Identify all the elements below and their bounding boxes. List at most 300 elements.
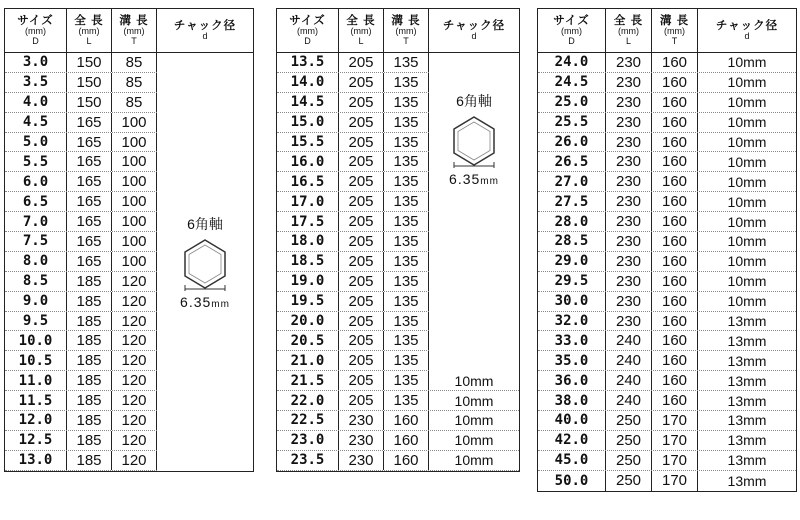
table-row <box>538 431 796 451</box>
header-unit: (mm) <box>123 26 145 37</box>
spec-table-3 <box>537 8 797 492</box>
chuck-cell: 10mm <box>727 114 767 131</box>
header-groove <box>112 9 157 52</box>
size-cell: 21.0 <box>277 351 339 370</box>
size-cell: 5.5 <box>5 152 67 171</box>
table-row <box>277 371 519 391</box>
groove-cell: 135 <box>384 232 429 251</box>
length-cell: 150 <box>67 53 112 72</box>
length-cell: 185 <box>67 411 112 430</box>
length-cell: 250 <box>606 431 652 450</box>
header-label: チャック径 <box>173 19 237 32</box>
header-label: チャック径 <box>715 19 779 32</box>
header-length <box>339 9 384 52</box>
header-symbol: T <box>671 35 678 46</box>
length-cell: 230 <box>606 292 652 311</box>
groove-cell: 160 <box>652 152 698 171</box>
groove-cell: 160 <box>652 53 698 72</box>
table-row <box>538 53 796 73</box>
size-cell: 50.0 <box>538 471 606 491</box>
chuck-cell: 10mm <box>727 253 767 270</box>
hex-shank-label: 6角軸 <box>187 215 223 232</box>
hex-dim-value: 6.35 <box>180 293 212 310</box>
length-cell: 230 <box>606 272 652 291</box>
chuck-cell: 10mm <box>454 452 494 469</box>
size-cell: 11.5 <box>5 391 67 410</box>
size-cell: 8.0 <box>5 252 67 271</box>
size-cell: 17.0 <box>277 192 339 211</box>
size-cell: 29.0 <box>538 252 606 271</box>
length-cell: 185 <box>67 351 112 370</box>
header-label: 溝 長 <box>659 15 690 28</box>
groove-cell: 135 <box>384 252 429 271</box>
table-row <box>538 351 796 371</box>
length-cell: 230 <box>339 451 384 470</box>
table-row <box>538 172 796 192</box>
hex-shank-cell <box>157 53 253 471</box>
length-cell: 205 <box>339 212 384 231</box>
groove-cell: 135 <box>384 331 429 350</box>
groove-cell: 100 <box>112 133 157 152</box>
size-cell: 27.0 <box>538 172 606 191</box>
size-cell: 24.5 <box>538 73 606 92</box>
length-cell: 230 <box>606 172 652 191</box>
header-label: サイズ <box>289 15 326 28</box>
header-chuck <box>698 9 796 52</box>
hex-shank-dimension <box>180 294 230 310</box>
length-cell: 205 <box>339 192 384 211</box>
groove-cell: 100 <box>112 212 157 231</box>
length-cell: 205 <box>339 292 384 311</box>
header-symbol: D <box>304 35 311 46</box>
length-cell: 205 <box>339 232 384 251</box>
chuck-cell: 10mm <box>727 94 767 111</box>
hex-shank-icon <box>177 236 233 292</box>
groove-cell: 160 <box>652 192 698 211</box>
chuck-cell: 13mm <box>727 432 767 449</box>
hex-dim-unit: mm <box>211 298 230 310</box>
length-cell: 205 <box>339 93 384 112</box>
groove-cell: 160 <box>652 113 698 132</box>
table-row <box>538 232 796 252</box>
length-cell: 230 <box>606 212 652 231</box>
table-row <box>538 292 796 312</box>
groove-cell: 135 <box>384 192 429 211</box>
size-cell: 22.0 <box>277 391 339 410</box>
groove-cell: 135 <box>384 73 429 92</box>
chuck-cell: 10mm <box>727 233 767 250</box>
header-label: 全 長 <box>346 15 376 28</box>
hex-shank-dimension <box>449 171 499 187</box>
table-row <box>277 391 519 411</box>
groove-cell: 100 <box>112 152 157 171</box>
groove-cell: 160 <box>652 371 698 390</box>
hex-shank-icon <box>446 113 502 169</box>
groove-cell: 160 <box>384 411 429 430</box>
length-cell: 205 <box>339 53 384 72</box>
length-cell: 230 <box>339 411 384 430</box>
groove-cell: 135 <box>384 292 429 311</box>
hex-shank-cell <box>429 53 519 371</box>
header-size <box>5 9 67 52</box>
table-body <box>5 53 253 471</box>
table-body <box>538 53 796 491</box>
size-cell: 12.5 <box>5 431 67 450</box>
groove-cell: 135 <box>384 312 429 331</box>
length-cell: 205 <box>339 113 384 132</box>
size-cell: 18.0 <box>277 232 339 251</box>
groove-cell: 160 <box>652 312 698 331</box>
length-cell: 205 <box>339 391 384 410</box>
header-unit: (mm) <box>561 26 582 37</box>
groove-cell: 100 <box>112 232 157 251</box>
chuck-cell: 10mm <box>727 173 767 190</box>
groove-cell: 135 <box>384 133 429 152</box>
length-cell: 205 <box>339 312 384 331</box>
length-cell: 150 <box>67 93 112 112</box>
groove-cell: 100 <box>112 113 157 132</box>
length-cell: 150 <box>67 73 112 92</box>
groove-cell: 160 <box>652 93 698 112</box>
length-cell: 250 <box>606 471 652 491</box>
chuck-cell: 13mm <box>727 313 767 330</box>
chuck-cell: 10mm <box>727 193 767 210</box>
length-cell: 240 <box>606 391 652 410</box>
length-cell: 205 <box>339 272 384 291</box>
header-symbol: L <box>625 35 631 46</box>
header-unit: (mm) <box>395 26 417 37</box>
length-cell: 250 <box>606 411 652 430</box>
length-cell: 205 <box>339 152 384 171</box>
hex-shank-label: 6角軸 <box>456 93 492 109</box>
groove-cell: 100 <box>112 252 157 271</box>
table-row <box>538 312 796 332</box>
header-label: 溝 長 <box>391 15 421 28</box>
groove-cell: 170 <box>652 471 698 491</box>
header-symbol: D <box>568 35 575 46</box>
groove-cell: 120 <box>112 451 157 470</box>
header-unit: (mm) <box>618 26 639 37</box>
size-cell: 24.0 <box>538 53 606 72</box>
size-cell: 21.5 <box>277 371 339 390</box>
groove-cell: 170 <box>652 451 698 470</box>
table-row <box>538 272 796 292</box>
table-row <box>538 152 796 172</box>
length-cell: 250 <box>606 451 652 470</box>
groove-cell: 170 <box>652 431 698 450</box>
groove-cell: 160 <box>384 451 429 470</box>
size-cell: 13.5 <box>277 53 339 72</box>
groove-cell: 160 <box>652 172 698 191</box>
header-unit: (mm) <box>664 26 685 37</box>
length-cell: 165 <box>67 172 112 191</box>
groove-cell: 85 <box>112 93 157 112</box>
table-row <box>538 212 796 232</box>
length-cell: 240 <box>606 351 652 370</box>
length-cell: 230 <box>606 113 652 132</box>
chuck-cell: 10mm <box>454 392 494 409</box>
length-cell: 230 <box>606 133 652 152</box>
chuck-cell: 10mm <box>727 153 767 170</box>
table-row <box>277 411 519 431</box>
length-cell: 205 <box>339 133 384 152</box>
header-unit: (mm) <box>25 26 46 37</box>
size-cell: 25.0 <box>538 93 606 112</box>
chuck-cell: 13mm <box>727 392 767 409</box>
length-cell: 205 <box>339 172 384 191</box>
header-symbol: T <box>131 35 137 46</box>
header-label: 全 長 <box>613 15 644 28</box>
length-cell: 165 <box>67 212 112 231</box>
groove-cell: 160 <box>652 351 698 370</box>
groove-cell: 135 <box>384 212 429 231</box>
size-cell: 19.5 <box>277 292 339 311</box>
groove-cell: 160 <box>652 252 698 271</box>
spec-table-1 <box>4 8 254 472</box>
size-cell: 15.5 <box>277 133 339 152</box>
groove-cell: 85 <box>112 73 157 92</box>
header-symbol: L <box>86 35 92 46</box>
table-row <box>538 331 796 351</box>
groove-cell: 135 <box>384 172 429 191</box>
size-cell: 45.0 <box>538 451 606 470</box>
length-cell: 205 <box>339 73 384 92</box>
hex-dim-value: 6.35 <box>449 171 481 187</box>
size-cell: 25.5 <box>538 113 606 132</box>
size-cell: 38.0 <box>538 391 606 410</box>
groove-cell: 135 <box>384 351 429 370</box>
groove-cell: 120 <box>112 391 157 410</box>
length-cell: 185 <box>67 371 112 390</box>
table-row <box>538 93 796 113</box>
chuck-cell: 10mm <box>454 432 494 449</box>
length-cell: 230 <box>606 152 652 171</box>
groove-cell: 135 <box>384 391 429 410</box>
length-cell: 230 <box>606 312 652 331</box>
table-body <box>277 53 519 471</box>
size-cell: 10.0 <box>5 331 67 350</box>
header-symbol: d <box>744 30 750 41</box>
groove-cell: 135 <box>384 152 429 171</box>
size-cell: 17.5 <box>277 212 339 231</box>
header-label: 溝 長 <box>119 15 149 28</box>
size-cell: 16.0 <box>277 152 339 171</box>
groove-cell: 170 <box>652 411 698 430</box>
size-cell: 14.0 <box>277 73 339 92</box>
size-cell: 8.5 <box>5 272 67 291</box>
groove-cell: 120 <box>112 371 157 390</box>
size-cell: 36.0 <box>538 371 606 390</box>
groove-cell: 160 <box>652 232 698 251</box>
size-cell: 20.5 <box>277 331 339 350</box>
groove-cell: 160 <box>652 292 698 311</box>
header-length <box>67 9 112 52</box>
groove-cell: 120 <box>112 351 157 370</box>
size-cell: 29.5 <box>538 272 606 291</box>
length-cell: 185 <box>67 272 112 291</box>
size-cell: 18.5 <box>277 252 339 271</box>
groove-cell: 160 <box>652 212 698 231</box>
header-symbol: d <box>202 30 208 41</box>
table-row <box>538 391 796 411</box>
length-cell: 205 <box>339 252 384 271</box>
length-cell: 185 <box>67 312 112 331</box>
chuck-cell: 10mm <box>727 54 767 71</box>
length-cell: 230 <box>606 232 652 251</box>
chuck-cell: 10mm <box>454 372 494 389</box>
size-cell: 3.0 <box>5 53 67 72</box>
size-cell: 7.5 <box>5 232 67 251</box>
table-row <box>538 411 796 431</box>
chuck-cell: 10mm <box>727 134 767 150</box>
size-cell: 23.0 <box>277 431 339 450</box>
header-label: チャック径 <box>442 19 506 32</box>
table-row <box>538 113 796 133</box>
length-cell: 230 <box>339 431 384 450</box>
size-cell: 28.5 <box>538 232 606 251</box>
length-cell: 165 <box>67 192 112 211</box>
length-cell: 165 <box>67 133 112 152</box>
size-cell: 23.5 <box>277 451 339 470</box>
table-row <box>538 451 796 471</box>
length-cell: 165 <box>67 152 112 171</box>
chuck-cell: 13mm <box>727 332 767 349</box>
length-cell: 230 <box>606 192 652 211</box>
header-size <box>538 9 606 52</box>
header-label: サイズ <box>553 15 590 28</box>
length-cell: 205 <box>339 371 384 390</box>
groove-cell: 135 <box>384 113 429 132</box>
size-cell: 30.0 <box>538 292 606 311</box>
spec-table-2 <box>276 8 520 472</box>
chuck-cell: 10mm <box>727 273 767 290</box>
header-groove <box>384 9 429 52</box>
header-symbol: D <box>32 35 39 46</box>
chuck-cell: 13mm <box>727 372 767 389</box>
table-row <box>538 471 796 491</box>
groove-cell: 160 <box>652 272 698 291</box>
groove-cell: 160 <box>652 133 698 152</box>
groove-cell: 160 <box>652 391 698 410</box>
size-cell: 15.0 <box>277 113 339 132</box>
groove-cell: 85 <box>112 53 157 72</box>
length-cell: 240 <box>606 331 652 350</box>
size-cell: 20.0 <box>277 312 339 331</box>
size-cell: 27.5 <box>538 192 606 211</box>
header-symbol: L <box>358 35 364 46</box>
groove-cell: 100 <box>112 172 157 191</box>
size-cell: 7.0 <box>5 212 67 231</box>
groove-cell: 135 <box>384 93 429 112</box>
header-unit: (mm) <box>297 26 318 37</box>
groove-cell: 120 <box>112 431 157 450</box>
size-cell: 3.5 <box>5 73 67 92</box>
size-cell: 14.5 <box>277 93 339 112</box>
size-cell: 11.0 <box>5 371 67 390</box>
chuck-cell: 13mm <box>727 452 767 469</box>
length-cell: 230 <box>606 53 652 72</box>
groove-cell: 120 <box>112 331 157 350</box>
length-cell: 185 <box>67 391 112 410</box>
size-cell: 13.0 <box>5 451 67 470</box>
length-cell: 205 <box>339 351 384 370</box>
size-cell: 40.0 <box>538 411 606 430</box>
hex-dim-unit: mm <box>480 176 499 187</box>
size-cell: 9.5 <box>5 312 67 331</box>
length-cell: 165 <box>67 252 112 271</box>
groove-cell: 120 <box>112 411 157 430</box>
header-label: サイズ <box>17 15 54 28</box>
chuck-cell: 10mm <box>727 74 767 91</box>
table-row <box>538 133 796 153</box>
groove-cell: 120 <box>112 292 157 311</box>
table-row <box>277 431 519 451</box>
header-length <box>606 9 652 52</box>
size-cell: 6.5 <box>5 192 67 211</box>
length-cell: 230 <box>606 93 652 112</box>
header-symbol: d <box>471 30 477 41</box>
length-cell: 185 <box>67 331 112 350</box>
length-cell: 230 <box>606 73 652 92</box>
size-cell: 9.0 <box>5 292 67 311</box>
chuck-cell: 13mm <box>727 472 767 489</box>
size-cell: 22.5 <box>277 411 339 430</box>
groove-cell: 135 <box>384 371 429 390</box>
table-header <box>5 9 253 53</box>
table-row <box>538 73 796 93</box>
length-cell: 185 <box>67 451 112 470</box>
size-cell: 10.5 <box>5 351 67 370</box>
size-cell: 26.0 <box>538 133 606 152</box>
groove-cell: 160 <box>652 331 698 350</box>
groove-cell: 120 <box>112 312 157 331</box>
groove-cell: 100 <box>112 192 157 211</box>
size-cell: 16.5 <box>277 172 339 191</box>
groove-cell: 160 <box>384 431 429 450</box>
header-size <box>277 9 339 52</box>
header-label: 全 長 <box>74 15 104 28</box>
header-chuck <box>429 9 519 52</box>
length-cell: 165 <box>67 232 112 251</box>
table-header <box>538 9 796 53</box>
header-symbol: T <box>403 35 409 46</box>
size-cell: 28.0 <box>538 212 606 231</box>
length-cell: 240 <box>606 371 652 390</box>
header-groove <box>652 9 698 52</box>
size-cell: 42.0 <box>538 431 606 450</box>
size-cell: 4.0 <box>5 93 67 112</box>
size-cell: 5.0 <box>5 133 67 152</box>
chuck-cell: 10mm <box>454 412 494 429</box>
size-cell: 35.0 <box>538 351 606 370</box>
header-unit: (mm) <box>78 26 100 37</box>
table-row <box>538 252 796 272</box>
table-row <box>538 192 796 212</box>
groove-cell: 160 <box>652 73 698 92</box>
length-cell: 185 <box>67 292 112 311</box>
table-row <box>277 451 519 471</box>
table-row <box>538 371 796 391</box>
size-cell: 6.0 <box>5 172 67 191</box>
chuck-cell: 10mm <box>727 213 767 230</box>
chuck-cell: 13mm <box>727 352 767 369</box>
chuck-cell: 13mm <box>727 412 767 429</box>
groove-cell: 135 <box>384 272 429 291</box>
size-cell: 32.0 <box>538 312 606 331</box>
groove-cell: 120 <box>112 272 157 291</box>
size-cell: 19.0 <box>277 272 339 291</box>
header-chuck <box>157 9 253 52</box>
